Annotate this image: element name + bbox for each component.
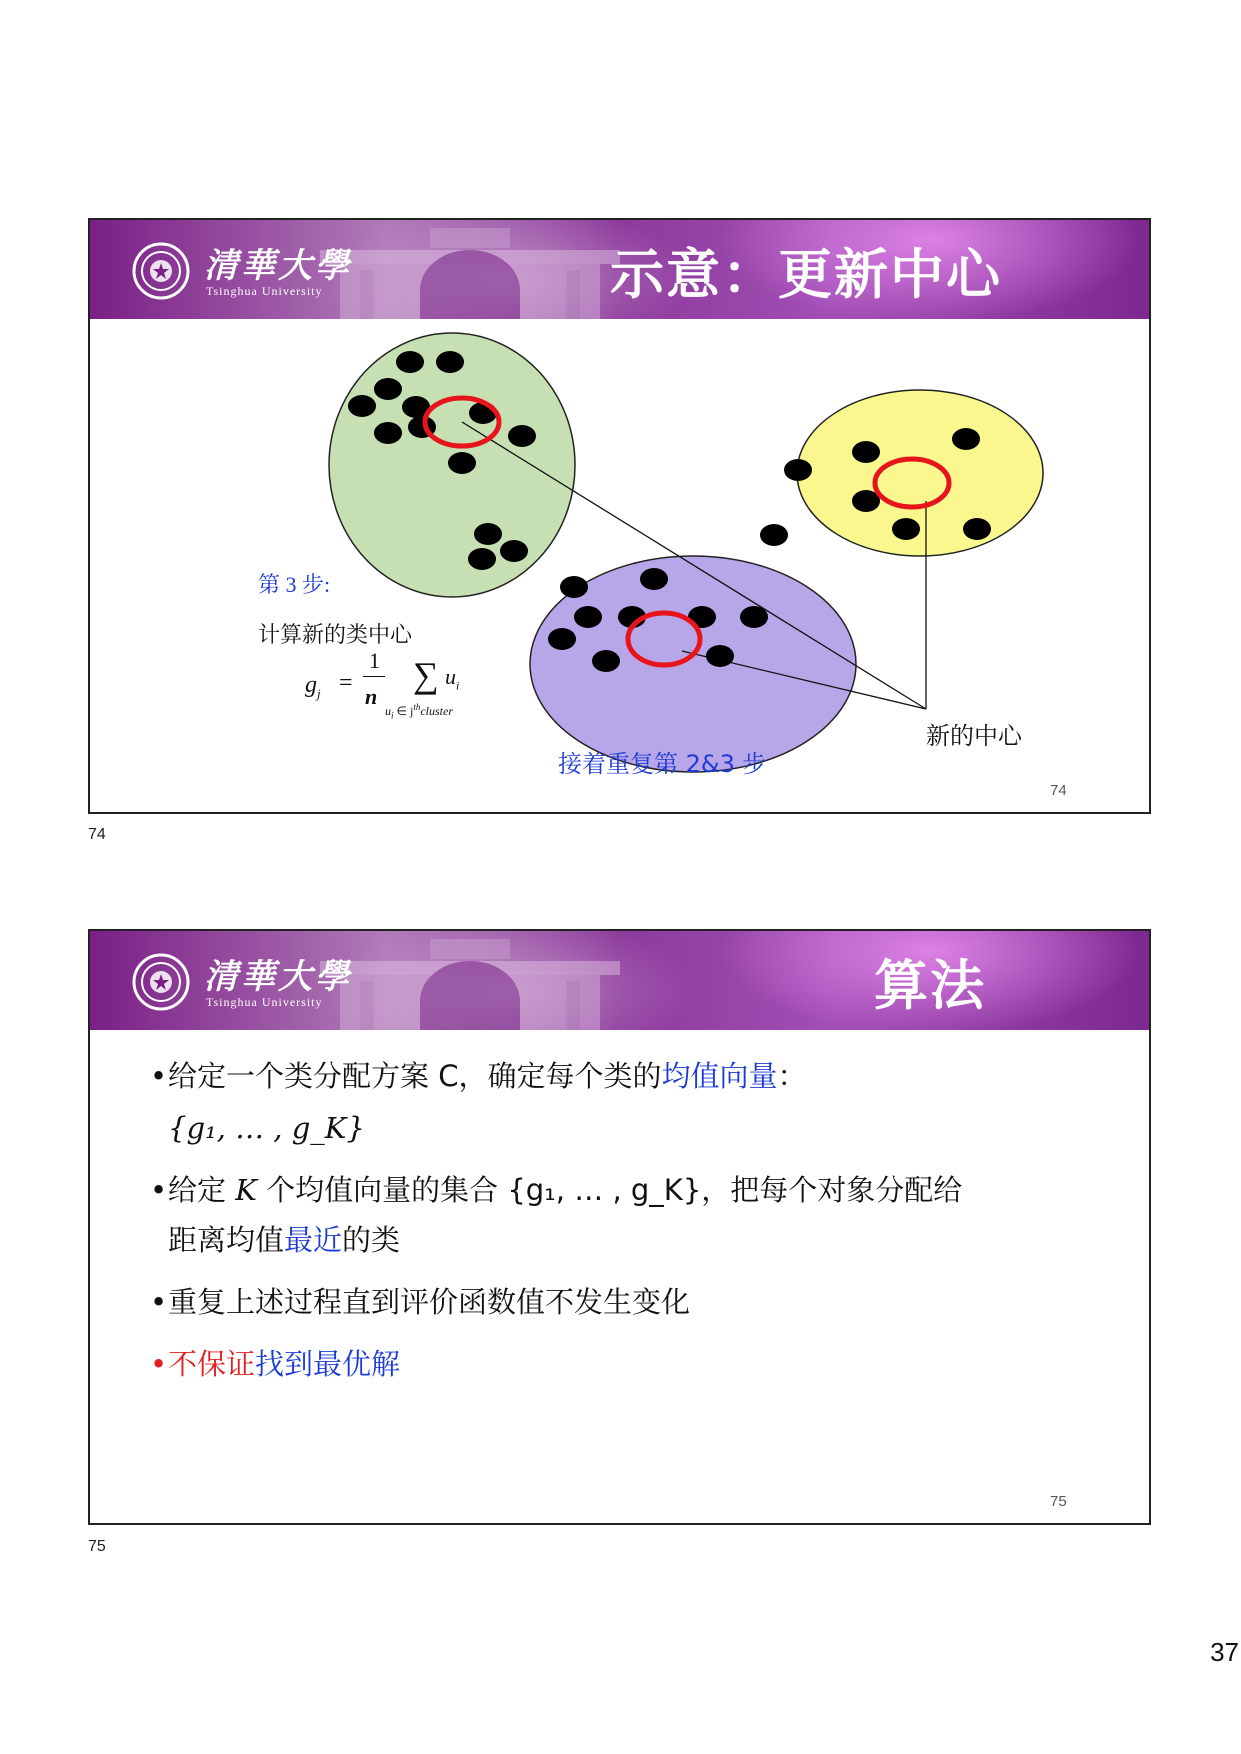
- data-point: [374, 378, 402, 400]
- data-point: [469, 402, 497, 424]
- data-point: [963, 518, 991, 540]
- slide-title: 算法: [874, 954, 986, 1017]
- new-center-label: 新的中心: [926, 722, 1022, 750]
- data-point: [952, 428, 980, 450]
- slide-header: [90, 220, 1149, 319]
- highlight-not-guaranteed: 不保证: [168, 1347, 256, 1381]
- data-point: [560, 576, 588, 598]
- logo-english: Tsinghua University: [206, 284, 323, 298]
- data-point: [508, 425, 536, 447]
- bullet-1: •给定一个类分配方案 C，确定每个类的均值向量：: [150, 1059, 807, 1093]
- page-number: 37: [1210, 1637, 1239, 1667]
- logo-chinese: 清華大學: [204, 246, 352, 286]
- logo-chinese: 清華大學: [204, 957, 352, 997]
- slide-header: [90, 931, 1149, 1030]
- tsinghua-seal-icon: [132, 242, 190, 300]
- tsinghua-seal-icon: [132, 953, 190, 1011]
- slide-caption-number: 74: [88, 826, 106, 843]
- bullet-1-formula: {g₁, … , g_K}: [168, 1111, 365, 1145]
- data-point: [706, 645, 734, 667]
- bullet-2: •给定 K 个均值向量的集合 {g₁, … , g_K}，把每个对象分配给: [150, 1173, 963, 1207]
- step-description: 计算新的类中心: [258, 623, 413, 648]
- data-point: [592, 650, 620, 672]
- data-point: [468, 548, 496, 570]
- data-point: [760, 524, 788, 546]
- highlight-optimal: 找到最优解: [255, 1347, 401, 1381]
- data-point: [436, 351, 464, 373]
- slide-title: 示意：更新中心: [610, 243, 1002, 306]
- bullet-2-line2: 距离均值最近的类: [168, 1223, 401, 1257]
- highlight-mean-vector: 均值向量: [661, 1059, 778, 1093]
- data-point: [374, 422, 402, 444]
- data-point: [740, 606, 768, 628]
- data-point: [548, 628, 576, 650]
- data-point: [448, 452, 476, 474]
- data-point: [640, 568, 668, 590]
- data-point: [574, 606, 602, 628]
- slide-number: 74: [1050, 782, 1067, 799]
- data-point: [474, 523, 502, 545]
- step-title: 第 3 步:: [258, 572, 331, 597]
- data-point: [784, 459, 812, 481]
- gate-arch-watermark: [320, 220, 620, 319]
- data-point: [852, 441, 880, 463]
- slide-caption-number: 75: [88, 1538, 106, 1555]
- data-point: [348, 395, 376, 417]
- data-point: [396, 351, 424, 373]
- highlight-nearest: 最近: [284, 1223, 343, 1257]
- slide-number: 75: [1050, 1493, 1067, 1510]
- slide-74: 清華大學 Tsinghua University 示意：更新中心 第 3 步: 计算新的类中心 $g_j$ = 1 n ∑ $u_i$ $u_i$ ∈ $j^{th}cluster$ 接着重复第 2&3 步 新的中心 74: [88, 218, 1151, 814]
- slide-75: [88, 929, 1151, 1525]
- logo-english: Tsinghua University: [206, 995, 323, 1009]
- data-point: [892, 518, 920, 540]
- cluster-yellow: [797, 390, 1043, 556]
- data-point: [500, 540, 528, 562]
- bullet-4: •不保证找到最优解: [150, 1347, 401, 1381]
- repeat-label: 接着重复第 2&3 步: [558, 750, 767, 778]
- bullet-3: •重复上述过程直到评价函数值不发生变化: [150, 1285, 691, 1319]
- gate-arch-watermark: [320, 931, 620, 1030]
